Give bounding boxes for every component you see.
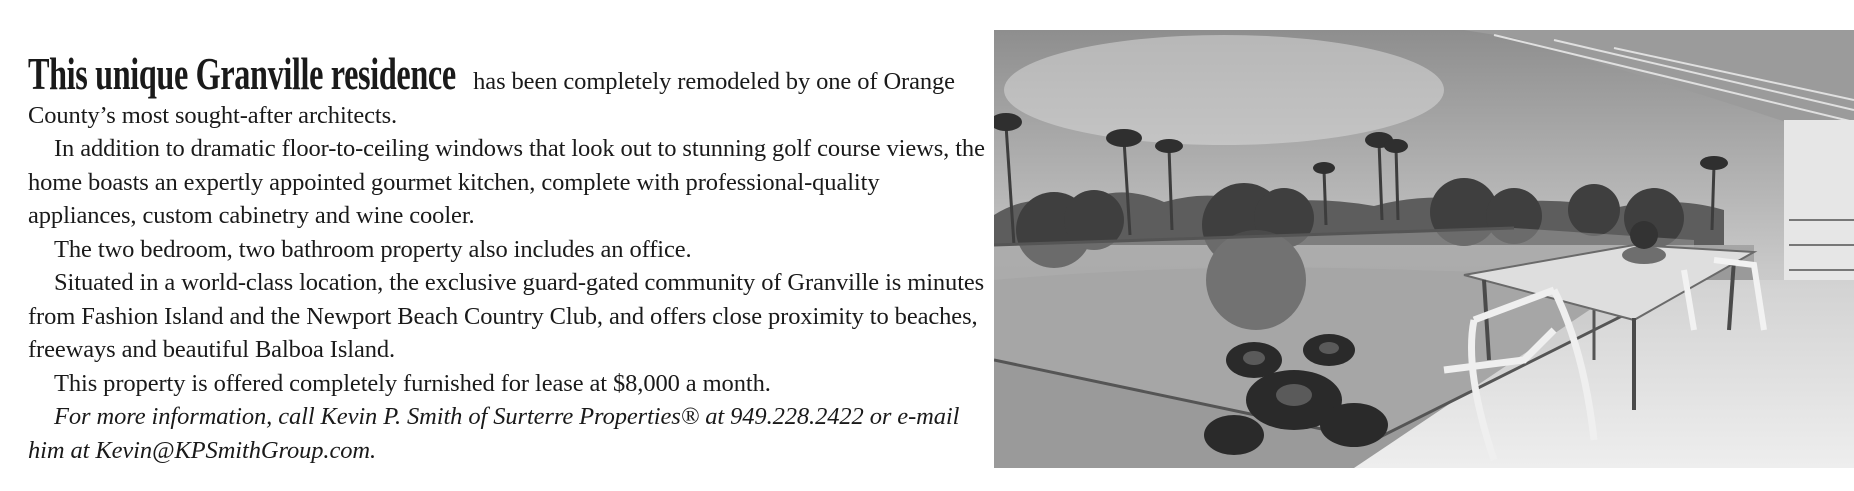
balcony-photo <box>994 30 1854 468</box>
article-body <box>28 48 988 467</box>
paragraph-location: Situated in a world-class location, the exclusive guard-gated community of Granville is minutes from Fashion Island and the Newport Beach Country Club, and offers close proximity to beaches, freeways and beautiful Balboa Island. <box>28 269 985 363</box>
paragraph-price: This property is offered completely furnished for lease at $8,000 a month. <box>54 369 771 397</box>
lead-text: has been completely remodeled by one of Orange County’s most sought-after architects. <box>28 68 955 129</box>
paragraph-features: In addition to dramatic floor-to-ceiling windows that look out to stunning golf course views, the home boasts an expertly appointed gourmet kitchen, complete with professional-quality appliances, custom cabinetry and wine cooler. <box>28 135 985 229</box>
headline: This unique Granville residence <box>28 48 456 99</box>
balcony-photo-illustration <box>994 30 1854 468</box>
lead-paragraph <box>28 48 988 132</box>
paragraph-rooms: The two bedroom, two bathroom property also includes an office. <box>54 235 692 263</box>
contact-paragraph: For more information, call Kevin P. Smith of Surterre Properties® at 949.228.2422 or e-mail him at Kevin@KPSmithGroup.com. <box>28 403 960 464</box>
